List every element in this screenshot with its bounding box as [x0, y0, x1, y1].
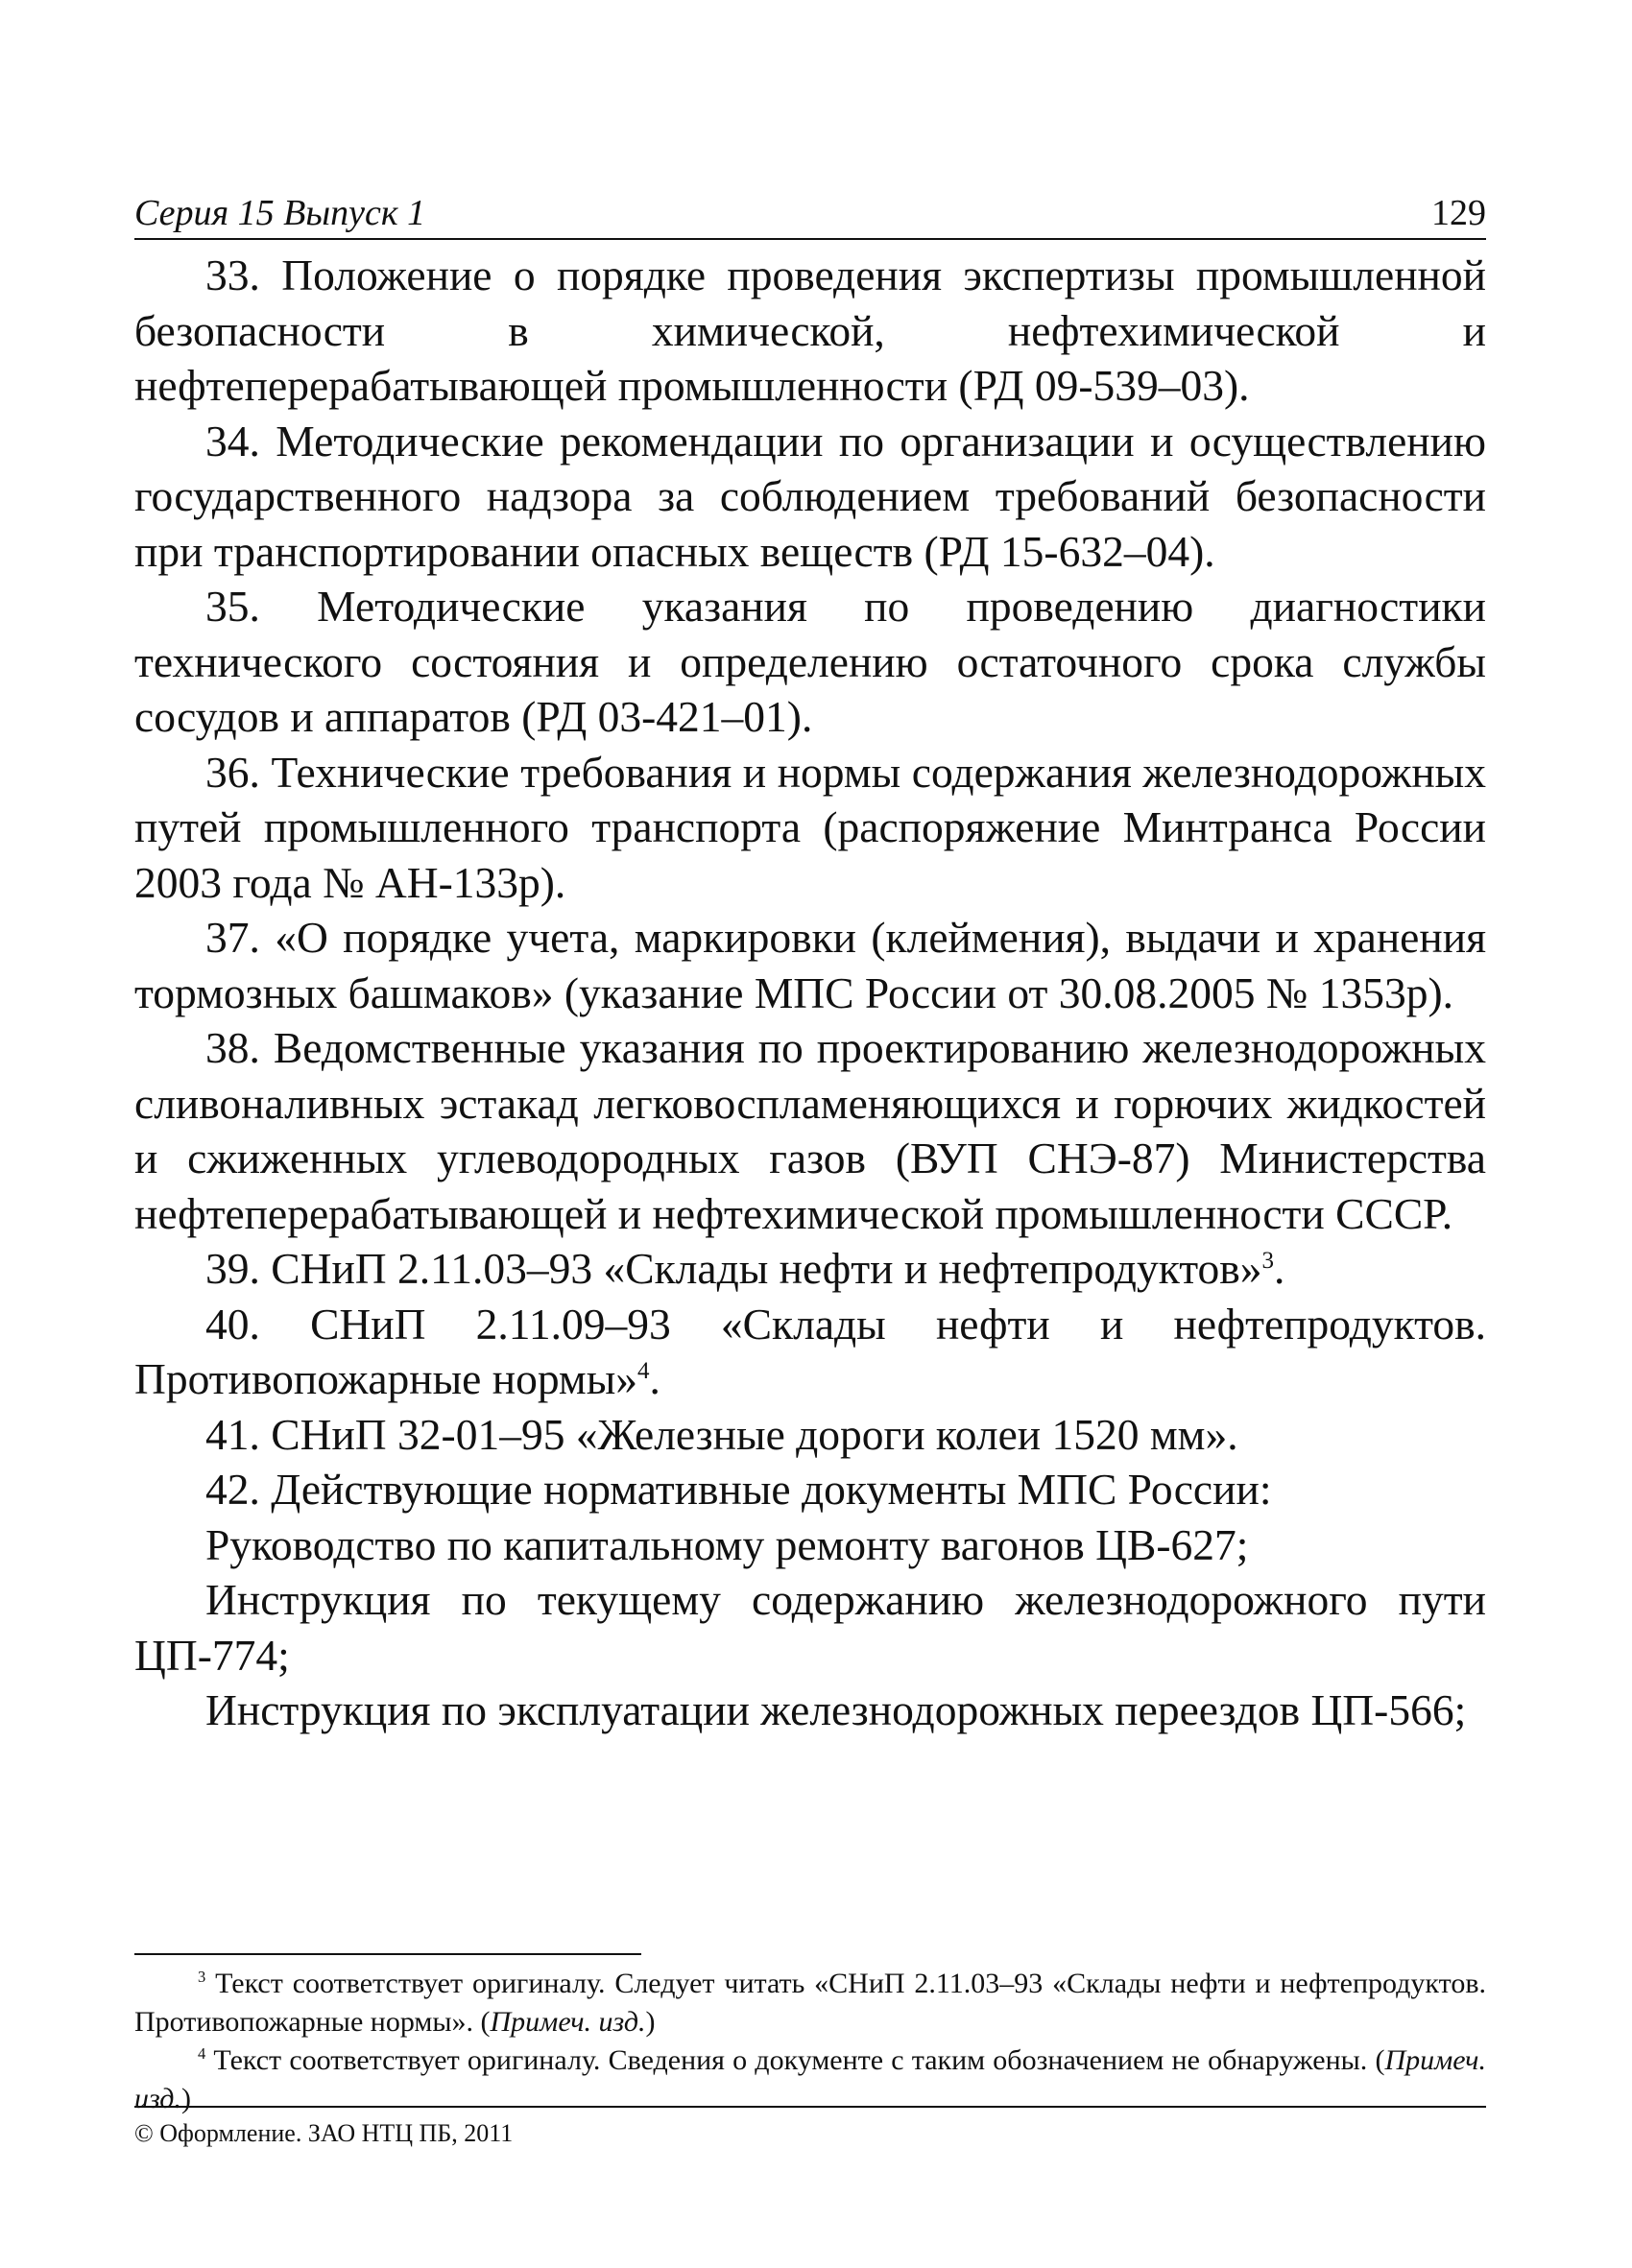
list-item-36: 36. Технические требования и нормы содержания железнодорожных путей промышленного транспорта (распоряжение Минтранса России 2003 года № АН-133р).	[134, 747, 1486, 907]
footnote-3-text: Текст соответствует оригиналу. Следует читать «СНиП 2.11.03–93 «Склады нефти и нефтепродуктов. Противопожарные нормы». (	[134, 1968, 1486, 2038]
footnote-ref-3: 3	[1261, 1247, 1274, 1274]
document-body	[134, 248, 1486, 1738]
list-item-41: 41. СНиП 32-01–95 «Железные дороги колеи 1520 мм».	[205, 1409, 1238, 1459]
footnote-ref-4: 4	[637, 1357, 650, 1384]
list-item-37: 37. «О порядке учета, маркировки (клеймения), выдачи и хранения тормозных башмаков» (указание МПС России от 30.08.2005 № 1353р).	[134, 913, 1486, 1017]
footnote-3-close: )	[645, 2006, 656, 2038]
list-item-40-end: .	[649, 1354, 660, 1403]
list-item-39-end: .	[1273, 1244, 1285, 1293]
footnote-3-note: Примеч. изд.	[490, 2006, 646, 2038]
copyright-line: © Оформление. ЗАО НТЦ ПБ, 2011	[134, 2106, 1486, 2148]
footnote-divider	[134, 1953, 641, 1955]
list-item-39-text: 39. СНиП 2.11.03–93 «Склады нефти и нефтепродуктов»	[205, 1244, 1262, 1293]
footnote-mark-3: 3	[198, 1968, 206, 1986]
list-item-35: 35. Методические указания по проведению диагностики технического состояния и определению остаточного срока службы сосудов и аппаратов (РД 03-421–01).	[134, 582, 1486, 741]
footnote-4-text: Текст соответствует оригиналу. Сведения о документе с таким обозначением не обнаружены. (	[205, 2044, 1385, 2076]
list-item-40-text: 40. СНиП 2.11.09–93 «Склады нефти и нефтепродуктов. Противопожарные нормы»	[134, 1299, 1486, 1403]
footnote-mark-4: 4	[198, 2044, 206, 2063]
list-item-38: 38. Ведомственные указания по проектированию железнодорожных сливоналивных эстакад легковоспламеняющихся и горючих жидкостей и сжиженных углеводородных газов (ВУП СНЭ-87) Министерства нефтеперерабатывающей и нефтехимической промышленности СССР.	[134, 1023, 1486, 1238]
list-item-42: 42. Действующие нормативные документы МПС России:	[205, 1465, 1272, 1514]
list-item-40	[134, 1297, 1486, 1407]
footnote-4-close: )	[180, 2083, 191, 2114]
footnotes	[134, 1965, 1486, 2118]
list-item-34: 34. Методические рекомендации по организации и осуществлению государственного надзора за соблюдением требований безопасности при транспортировании опасных веществ (РД 15-632–04).	[134, 416, 1486, 576]
document-page	[134, 182, 1486, 2147]
series-title: Серия 15 Выпуск 1	[134, 193, 426, 233]
sub-item-cp566: Инструкция по эксплуатации железнодорожных переездов ЦП-566;	[205, 1685, 1467, 1734]
footnote-4-note: Примеч. изд.	[134, 2044, 1486, 2114]
running-header	[134, 182, 1486, 240]
sub-item-cp774: Инструкция по текущему содержанию железнодорожного пути ЦП-774;	[134, 1575, 1486, 1680]
list-item-39	[134, 1241, 1486, 1297]
footnote-3	[134, 1965, 1486, 2041]
sub-item-cv627: Руководство по капитальному ремонту вагонов ЦВ-627;	[205, 1519, 1249, 1569]
page-number: 129	[1431, 193, 1486, 233]
list-item-33: 33. Положение о порядке проведения экспертизы промышленной безопасности в химической, нефтехимической и нефтеперерабатывающей промышленности (РД 09-539–03).	[134, 251, 1486, 410]
